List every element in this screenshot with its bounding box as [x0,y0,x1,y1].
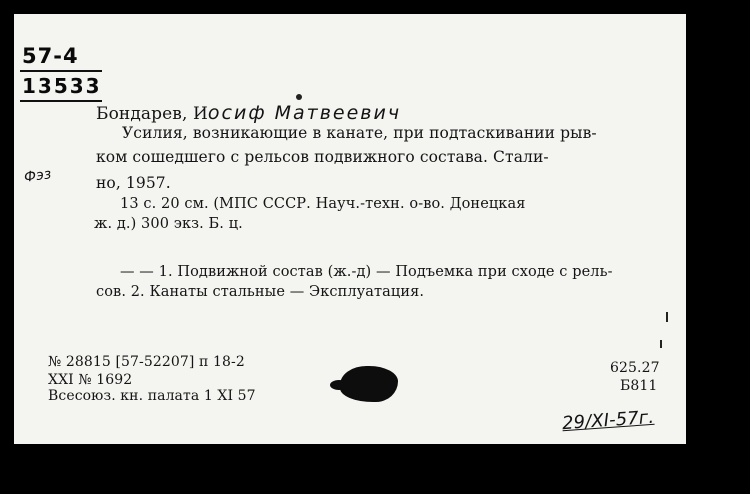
imprint-line-1: 13 с. 20 см. (МПС СССР. Науч.-техн. о-во. Донецкая [120,196,526,212]
record-line-1: № 28815 [57-52207] п 18-2 [48,354,245,370]
title-line-3: но, 1957. [96,174,171,192]
title-line-2: ком сошедшего с рельсов подвижного состава. Стали- [96,148,549,166]
imprint-line-2: ж. д.) 300 экз. Б. ц. [94,216,243,232]
record-line-2: XXI № 1692 [48,372,133,388]
classification-author-mark: Б811 [620,378,658,394]
author-printed: Бондарев, И [96,104,208,124]
scan-border-bottom [0,444,750,494]
margin-mark: Фэз [23,166,53,186]
handwritten-date: 29/XI-57г. [561,406,655,435]
scan-speck [660,340,662,348]
subject-line-2: сов. 2. Канаты стальные — Эксплуатация. [96,284,425,300]
ink-blot-drop [330,380,348,390]
scan-speck [296,94,302,100]
subject-line-1: — — 1. Подвижной состав (ж.-д) — Подъемка при сходе с рель- [120,264,613,280]
ink-blot [340,366,398,402]
scan-speck [666,312,668,322]
call-number-divider [20,70,102,72]
call-number-underline [20,100,102,102]
title-line-1: Усилия, возникающие в канате, при подтаскивании рыв- [122,124,597,142]
call-number-top: 57-4 [22,44,79,68]
catalog-card [14,14,686,444]
call-number-bottom: 13533 [22,74,102,98]
author-line [96,102,401,124]
classification-udc: 625.27 [610,360,660,376]
record-line-3: Всесоюз. кн. палата 1 XI 57 [48,388,256,404]
author-handwritten: осиф Матвеевич [207,102,402,124]
